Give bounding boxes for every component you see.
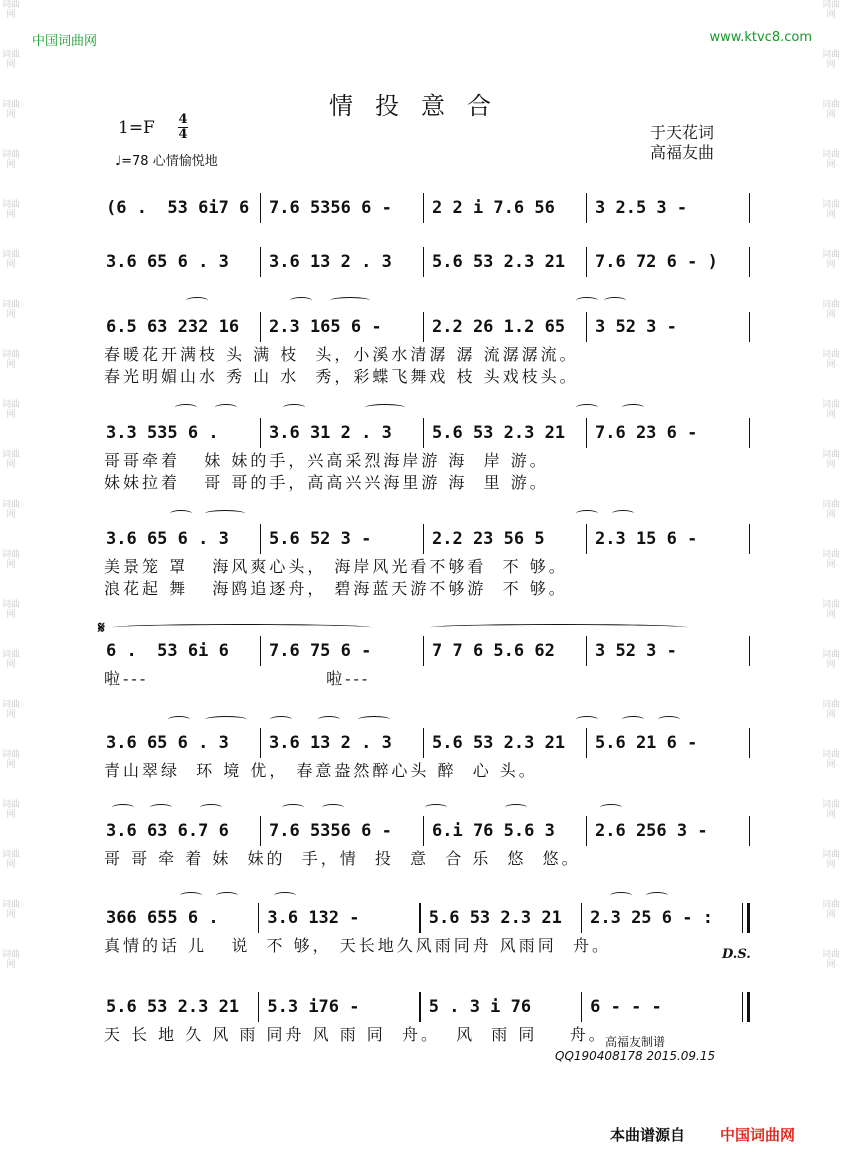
slur-mark bbox=[150, 804, 172, 811]
slur-mark bbox=[175, 404, 197, 411]
slur-mark bbox=[180, 892, 202, 899]
measure: 3.6 31 2 . 3 bbox=[269, 423, 392, 443]
measure: 3.6 65 6 . 3 bbox=[106, 733, 229, 753]
slur-mark bbox=[205, 716, 247, 723]
slur-mark bbox=[283, 404, 305, 411]
measure: 5.6 21 6 - bbox=[595, 733, 698, 753]
slur-mark bbox=[646, 892, 668, 899]
slur-mark bbox=[318, 716, 340, 723]
score-row bbox=[100, 816, 750, 868]
slur-mark bbox=[282, 804, 304, 811]
measure: (6 . 53 6i7 6 bbox=[106, 198, 250, 218]
measure: 6 . 53 6i 6 bbox=[106, 641, 229, 661]
measure: 5.6 53 2.3 21 bbox=[106, 997, 240, 1017]
notation-line bbox=[100, 816, 750, 846]
measure: 366 655 6 . bbox=[106, 908, 219, 928]
measure: 7.6 5356 6 - bbox=[269, 198, 392, 218]
slur-mark bbox=[186, 297, 208, 304]
source-label: 本曲谱源自 bbox=[610, 1126, 686, 1144]
slur-mark bbox=[576, 297, 598, 304]
measure: 2.2 23 56 5 bbox=[432, 529, 545, 549]
measure: 3 52 3 - bbox=[595, 317, 677, 337]
watermark-right: 词曲网 词曲网 词曲网 词曲网 词曲网 词曲网 词曲网 词曲网 词曲网 词曲网 词曲网 词曲网 词曲网 词曲网 词曲网 词曲网 词曲网 词曲网 词曲网 词曲网 bbox=[822, 0, 840, 970]
measure: 3.6 13 2 . 3 bbox=[269, 733, 392, 753]
measure: 6 - - - bbox=[590, 997, 662, 1017]
slur-mark bbox=[576, 716, 598, 723]
slur-mark bbox=[215, 404, 237, 411]
measure: 5.6 53 2.3 21 bbox=[432, 252, 566, 272]
notation-line bbox=[100, 418, 750, 448]
measure: 3.6 132 - bbox=[267, 908, 360, 928]
time-top: 4 bbox=[178, 112, 188, 127]
composer: 高福友曲 bbox=[650, 143, 715, 162]
lyric-line: 美景笼 罩 海风爽心头， 海岸风光看不够看 不 够。 bbox=[104, 557, 568, 576]
song-title: 情投意合 bbox=[329, 92, 513, 120]
slur-mark bbox=[322, 804, 344, 811]
measure: 5.6 53 2.3 21 bbox=[428, 908, 562, 928]
slur-mark bbox=[270, 716, 292, 723]
measure: 5.6 52 3 - bbox=[269, 529, 372, 549]
slur-mark bbox=[200, 804, 222, 811]
barline bbox=[749, 247, 751, 277]
measure: 7.6 5356 6 - bbox=[269, 821, 392, 841]
measure: 2.3 15 6 - bbox=[595, 529, 698, 549]
measure: 3.6 65 6 . 3 bbox=[106, 529, 229, 549]
measure: 6.i 76 5.6 3 bbox=[432, 821, 555, 841]
measure: 2.3 25 6 - : bbox=[590, 908, 713, 928]
measure: 5.6 53 2.3 21 bbox=[432, 423, 566, 443]
slur-mark bbox=[112, 804, 134, 811]
slur-mark bbox=[205, 510, 245, 517]
slur-mark bbox=[600, 804, 622, 811]
measure: 3 2.5 3 - bbox=[595, 198, 688, 218]
slur-mark bbox=[604, 297, 626, 304]
ds-mark: D.S. bbox=[722, 947, 751, 962]
measure: 2.3 165 6 - bbox=[269, 317, 382, 337]
slur-mark bbox=[274, 892, 296, 899]
slur-mark bbox=[330, 297, 370, 304]
header-site-url[interactable]: www.ktvc8.com bbox=[709, 30, 812, 45]
lyric-line: 妹妹拉着 哥 哥的手，高高兴兴海里游 海 里 游。 bbox=[104, 473, 549, 492]
notation-line bbox=[100, 636, 750, 666]
tempo-marking: ♩=78 心情愉悦地 bbox=[115, 154, 218, 169]
measure: 2.6 256 3 - bbox=[595, 821, 708, 841]
key-signature: 1=F bbox=[118, 118, 155, 138]
measure: 7 7 6 5.6 62 bbox=[432, 641, 555, 661]
notation-line bbox=[100, 524, 750, 554]
measure: 2 2 i 7.6 56 bbox=[432, 198, 555, 218]
contact-date: QQ190408178 2015.09.15 bbox=[555, 1049, 716, 1063]
arranger: 高福友制谱 bbox=[605, 1035, 666, 1049]
score-row bbox=[100, 418, 750, 492]
credits bbox=[650, 123, 714, 163]
measure: 3.6 13 2 . 3 bbox=[269, 252, 392, 272]
measure: 3.6 65 6 . 3 bbox=[106, 252, 229, 272]
slur-mark bbox=[505, 804, 527, 811]
lyricist: 于天花词 bbox=[650, 123, 715, 142]
lyric-line: 哥哥牵着 妹 妹的手，兴高采烈海岸游 海 岸 游。 bbox=[104, 451, 549, 470]
notation-line bbox=[100, 903, 750, 933]
watermark-left: 词曲网 词曲网 词曲网 词曲网 词曲网 词曲网 词曲网 词曲网 词曲网 词曲网 词曲网 词曲网 词曲网 词曲网 词曲网 词曲网 词曲网 词曲网 词曲网 词曲网 bbox=[2, 0, 20, 970]
score-row bbox=[100, 524, 750, 598]
notation-line bbox=[100, 728, 750, 758]
barline bbox=[749, 728, 751, 758]
score-row bbox=[100, 193, 750, 223]
slur-mark bbox=[622, 404, 644, 411]
lyric-line: 天 长 地 久 风 雨 同舟 风 雨 同 舟。 风 雨 同 舟。 bbox=[104, 1025, 608, 1044]
measure: 5.6 53 2.3 21 bbox=[432, 733, 566, 753]
slur-mark bbox=[610, 892, 632, 899]
slur-mark bbox=[622, 716, 644, 723]
barline bbox=[749, 193, 751, 223]
notation-line bbox=[100, 247, 750, 277]
measure: 3.6 63 6.7 6 bbox=[106, 821, 229, 841]
barline bbox=[742, 992, 750, 1022]
slur-mark bbox=[216, 892, 238, 899]
slur-mark bbox=[168, 716, 190, 723]
slur-mark bbox=[170, 510, 192, 517]
barline bbox=[749, 524, 751, 554]
slur-mark bbox=[658, 716, 680, 723]
lyric-line: 春暖花开满枝 头 满 枝 头，小溪水清潺 潺 流潺潺流。 bbox=[104, 345, 579, 364]
notation-line bbox=[100, 992, 750, 1022]
slur-mark bbox=[425, 804, 447, 811]
slur-mark bbox=[358, 716, 390, 723]
measure: 5 . 3 i 76 bbox=[428, 997, 532, 1017]
measure: 7.6 72 6 - ) bbox=[595, 252, 718, 272]
score-row bbox=[100, 247, 750, 277]
measure: 7.6 23 6 - bbox=[595, 423, 698, 443]
barline bbox=[749, 816, 751, 846]
score-row bbox=[100, 728, 750, 780]
barline bbox=[749, 312, 751, 342]
time-signature bbox=[178, 114, 188, 141]
score-row bbox=[100, 636, 750, 688]
score-row bbox=[100, 903, 750, 955]
notation-line bbox=[100, 193, 750, 223]
slur-mark bbox=[430, 624, 688, 631]
score-row bbox=[100, 312, 750, 386]
measure: 5.3 i76 - bbox=[267, 997, 360, 1017]
slur-mark bbox=[112, 624, 372, 631]
source-site[interactable]: 中国词曲网 bbox=[720, 1126, 796, 1144]
lyric-line: 春光明媚山水 秀 山 水 秀，彩蝶飞舞戏 枝 头戏枝头。 bbox=[104, 367, 579, 386]
notation-line bbox=[100, 312, 750, 342]
slur-mark bbox=[576, 510, 598, 517]
header-site-name[interactable]: 中国词曲网 bbox=[32, 34, 98, 49]
lyric-line: 哥 哥 牵 着 妹 妹的 手，情 投 意 合 乐 悠 悠。 bbox=[104, 849, 581, 868]
barline bbox=[749, 636, 751, 666]
barline bbox=[742, 903, 750, 933]
lyric-line: 青山翠绿 环 境 优， 春意盎然醉心头 醉 心 头。 bbox=[104, 761, 538, 780]
time-bottom: 4 bbox=[178, 127, 188, 142]
slur-mark bbox=[612, 510, 634, 517]
measure: 3 52 3 - bbox=[595, 641, 677, 661]
slur-mark bbox=[365, 404, 405, 411]
lyric-line: 浪花起 舞 海鸥追逐舟， 碧海蓝天游不够游 不 够。 bbox=[104, 579, 568, 598]
lyric-line: 啦--- 啦--- bbox=[104, 669, 371, 688]
barline bbox=[749, 418, 751, 448]
measure: 3.3 535 6 . bbox=[106, 423, 219, 443]
slur-mark bbox=[576, 404, 598, 411]
segno-mark: 𝄋 bbox=[98, 618, 105, 637]
measure: 7.6 75 6 - bbox=[269, 641, 372, 661]
measure: 6.5 63 232 16 bbox=[106, 317, 240, 337]
measure: 2.2 26 1.2 65 bbox=[432, 317, 566, 337]
slur-mark bbox=[290, 297, 312, 304]
lyric-line: 真情的话 儿 说 不 够， 天长地久风雨同舟 风雨同 舟。 bbox=[104, 936, 611, 955]
